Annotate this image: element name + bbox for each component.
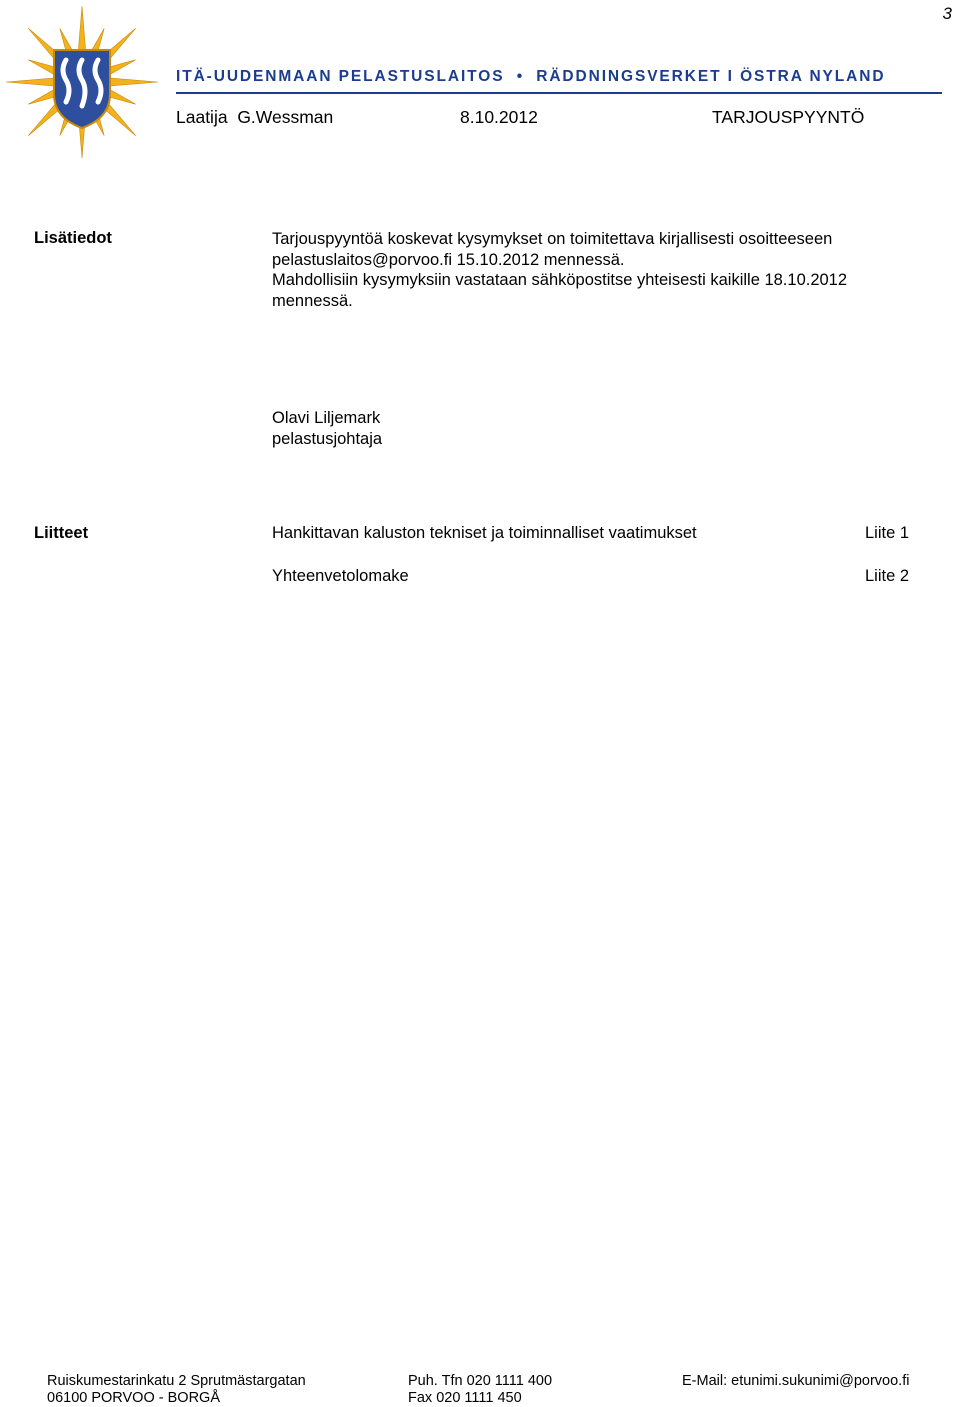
- page-number: 3: [942, 4, 952, 23]
- info-line: Mahdollisiin kysymyksiin vastataan sähköpostitse yhteisesti kaikille 18.10.2012: [272, 271, 848, 289]
- attachment-name: Hankittavan kaluston tekniset ja toiminnalliset vaatimukset: [272, 524, 697, 542]
- info-line: mennessä.: [272, 291, 353, 310]
- signer-title: pelastusjohtaja: [272, 430, 383, 448]
- signer-name: Olavi Liljemark: [272, 409, 381, 427]
- author-label: Laatija: [176, 107, 228, 127]
- org-name-finnish: ITÄ-UUDENMAAN PELASTUSLAITOS: [176, 68, 505, 85]
- info-text: [272, 229, 932, 311]
- author-line: [176, 107, 333, 128]
- footer-email: E-Mail: etunimi.sukunimi@porvoo.fi: [682, 1373, 910, 1389]
- footer-address: [47, 1373, 306, 1407]
- attachment-ref: Liite 1: [865, 524, 910, 542]
- document-date: 8.10.2012: [460, 107, 538, 127]
- org-name-swedish: RÄDDNINGSVERKET I ÖSTRA NYLAND: [536, 68, 886, 85]
- attachments-label: Liitteet: [34, 524, 89, 542]
- footer-address-line: 06100 PORVOO - BORGÅ: [47, 1390, 220, 1406]
- info-label: Lisätiedot: [34, 229, 112, 247]
- rescue-department-logo: [6, 2, 158, 158]
- signature-block: [272, 408, 382, 450]
- footer-fax: Fax 020 1111 450: [408, 1390, 522, 1406]
- organization-banner: [176, 68, 885, 86]
- attachment-name: Yhteenvetolomake: [272, 567, 409, 585]
- author-name: G.Wessman: [237, 107, 334, 127]
- info-line: pelastuslaitos@porvoo.fi 15.10.2012 mennessä.: [272, 250, 625, 269]
- footer-address-line: Ruiskumestarinkatu 2 Sprutmästargatan: [47, 1373, 306, 1389]
- banner-divider: [176, 92, 942, 94]
- attachment-ref: Liite 2: [865, 567, 910, 585]
- footer-phone: Puh. Tfn 020 1111 400: [408, 1373, 553, 1389]
- info-line: Tarjouspyyntöä koskevat kysymykset on toimitettava kirjallisesti osoitteeseen: [272, 230, 833, 248]
- footer-contact: [408, 1373, 552, 1407]
- document-type: TARJOUSPYYNTÖ: [712, 107, 865, 127]
- org-separator: •: [516, 68, 525, 85]
